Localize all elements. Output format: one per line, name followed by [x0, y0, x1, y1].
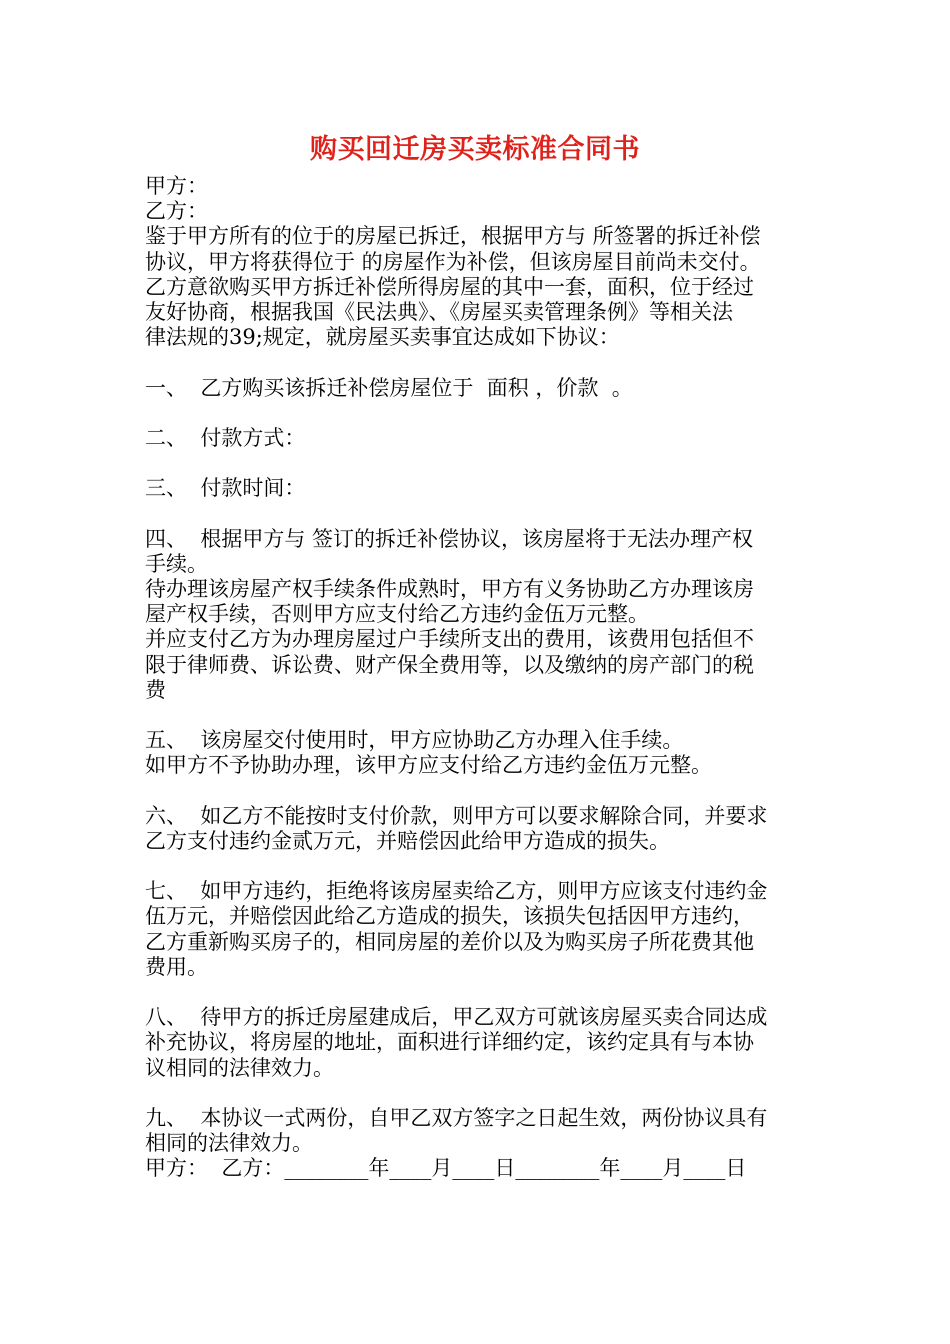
- clause-8: 八、 待甲方的拆迁房屋建成后，甲乙双方可就该房屋买卖合同达成: [145, 1005, 768, 1030]
- blank-line: [145, 350, 815, 375]
- clause-6-line: 乙方支付违约金贰万元，并赔偿因此给甲方造成的损失。: [145, 828, 670, 853]
- clause-4-line: 手续。: [145, 551, 208, 576]
- clause-7-line: 乙方重新购买房子的，相同房屋的差价以及为购买房子所花费其他: [145, 929, 754, 954]
- clause-9-line: 相同的法律效力。: [145, 1131, 313, 1156]
- signature-line: 甲方： 乙方：________年____月____日________年____月____日: [145, 1156, 747, 1181]
- preamble-line: 乙方意欲购买甲方拆迁补偿所得房屋的其中一套，面积，位于经过: [145, 274, 754, 299]
- clause-8-line: 议相同的法律效力。: [145, 1055, 334, 1080]
- party-a-label: 甲方：: [145, 174, 208, 198]
- blank-line: [145, 501, 815, 526]
- clause-2: 二、 付款方式：: [145, 425, 306, 450]
- blank-line: [145, 451, 815, 476]
- clause-8-line: 补充协议，将房屋的地址，面积进行详细约定，该约定具有与本协: [145, 1030, 754, 1055]
- clause-4-line: 并应支付乙方为办理房屋过户手续所支出的费用，该费用包括但不: [145, 627, 754, 652]
- blank-line: [145, 854, 815, 879]
- party-b-label: 乙方：: [145, 199, 208, 224]
- clause-7: 七、 如甲方违约，拒绝将该房屋卖给乙方，则甲方应该支付违约金: [145, 879, 768, 904]
- clause-5-line: 如甲方不予协助办理，该甲方应支付给乙方违约金伍万元整。: [145, 753, 712, 778]
- clause-4-line: 待办理该房屋产权手续条件成熟时，甲方有义务协助乙方办理该房: [145, 577, 754, 601]
- clause-4: 四、 根据甲方与 签订的拆迁补偿协议，该房屋将于无法办理产权: [145, 526, 754, 551]
- clause-1: 一、 乙方购买该拆迁补偿房屋位于 面积 ，价款 。: [145, 375, 633, 400]
- contract-body: [145, 174, 815, 1182]
- preamble-line: 鉴于甲方所有的位于的房屋已拆迁，根据甲方与 所签署的拆迁补偿: [145, 224, 761, 249]
- preamble-line: 协议，甲方将获得位于 的房屋作为补偿，但该房屋目前尚未交付。: [145, 249, 761, 274]
- clause-7-line: 费用。: [145, 954, 208, 979]
- clause-4-line: 屋产权手续，否则甲方应支付给乙方违约金伍万元整。: [145, 602, 649, 627]
- clause-4-line: 费: [145, 677, 166, 702]
- preamble-line: 律法规的39;规定，就房屋买卖事宜达成如下协议：: [145, 325, 620, 350]
- blank-line: [145, 401, 815, 426]
- clause-5: 五、 该房屋交付使用时，甲方应协助乙方办理入住手续。: [145, 728, 684, 753]
- blank-line: [145, 779, 815, 804]
- clause-6: 六、 如乙方不能按时支付价款，则甲方可以要求解除合同，并要求: [145, 803, 768, 828]
- clause-4-line: 限于律师费、诉讼费、财产保全费用等，以及缴纳的房产部门的税: [145, 652, 754, 677]
- clause-3: 三、 付款时间：: [145, 476, 306, 501]
- preamble-line: 友好协商，根据我国《民法典》、《房屋买卖管理条例》等相关法: [145, 299, 733, 324]
- blank-line: [145, 980, 815, 1005]
- clause-9: 九、 本协议一式两份，自甲乙双方签字之日起生效，两份协议具有: [145, 1105, 768, 1130]
- blank-line: [145, 703, 815, 728]
- blank-line: [145, 1081, 815, 1106]
- clause-7-line: 伍万元，并赔偿因此给乙方造成的损失，该损失包括因甲方违约，: [145, 904, 754, 929]
- document-title: 购买回迁房买卖标准合同书: [310, 134, 640, 165]
